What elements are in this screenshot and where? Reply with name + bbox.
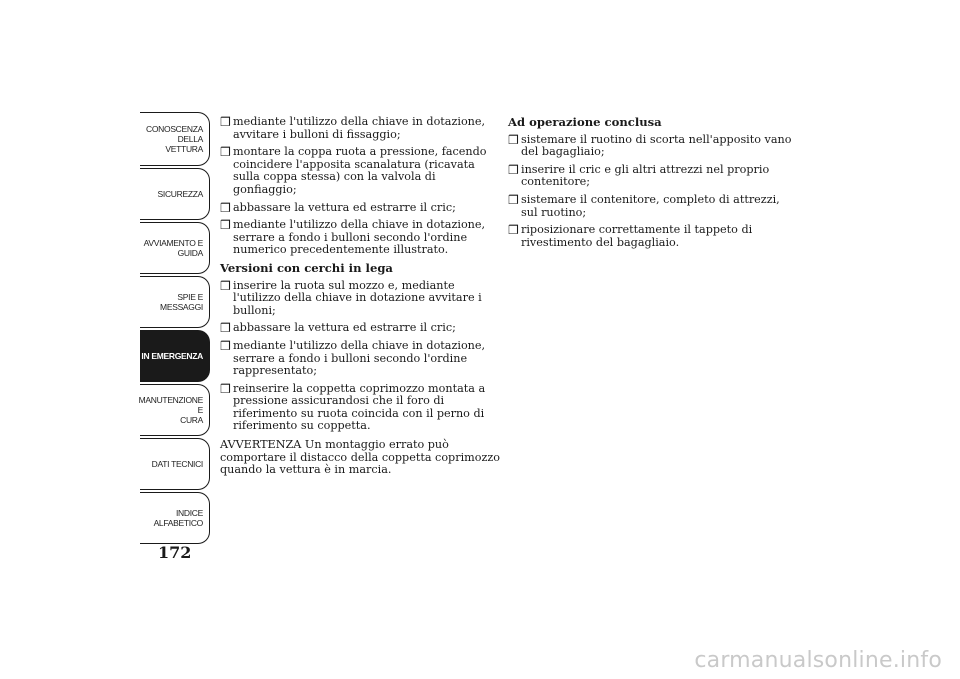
tab-indice-alfabetico[interactable]: INDICE ALFABETICO [140, 492, 210, 544]
tab-avviamento-e-guida[interactable]: AVVIAMENTO E GUIDA [140, 222, 210, 274]
list-item [508, 164, 798, 189]
checkbox-bullet-icon: ❒ [220, 200, 231, 215]
tab-manutenzione-e-cura[interactable]: MANUTENZIONE E CURA [140, 384, 210, 436]
list-item-text: inserire la ruota sul mozzo e, mediante l'utilizzo della chiave in dotazione avvitare i bulloni; [233, 278, 482, 317]
list-item-text: sistemare il contenitore, completo di attrezzi, sul ruotino; [521, 192, 780, 219]
list-item [220, 322, 502, 335]
section-heading: Ad operazione conclusa [508, 115, 662, 129]
list-item-text: inserire il cric e gli altri attrezzi nel proprio contenitore; [521, 162, 770, 189]
warning-paragraph: AVVERTENZA Un montaggio errato può comportare il distacco della coppetta coprimozzo quando la vettura è in marcia. [220, 438, 501, 477]
list-item-text: mediante l'utilizzo della chiave in dotazione, avvitare i bulloni di fissaggio; [233, 115, 486, 141]
list-item [508, 134, 798, 159]
list-item-text: sistemare il ruotino di scorta nell'apposito vano del bagagliaio; [521, 132, 792, 159]
list-item-text: mediante l'utilizzo della chiave in dotazione, serrare a fondo i bulloni secondo l'ordine rappresentato; [233, 338, 486, 378]
list-item-text: abbassare la vettura ed estrarre il cric; [233, 321, 456, 335]
checkbox-bullet-icon: ❒ [220, 145, 231, 160]
list-item [220, 383, 502, 433]
list-item-text: riposizionare correttamente il tappeto di rivestimento del bagagliaio. [521, 223, 753, 249]
checkbox-bullet-icon: ❒ [220, 278, 231, 293]
list-item [508, 194, 798, 219]
list-item [508, 224, 798, 249]
list-item-text: mediante l'utilizzo della chiave in dotazione, serrare a fondo i bulloni secondo l'ordine numerico precedentemente illustrato. [233, 218, 486, 257]
list-item [220, 202, 502, 215]
tab-in-emergenza[interactable]: IN EMERGENZA [140, 330, 210, 382]
list-item [220, 280, 502, 318]
checkbox-bullet-icon: ❒ [220, 321, 231, 336]
tab-spie-e-messaggi[interactable]: SPIE E MESSAGGI [140, 276, 210, 328]
left-column [220, 116, 502, 477]
list-item [220, 116, 502, 141]
list-item-text: reinserire la coppetta coprimozzo montata a pressione assicurandosi che il foro di riferimento su ruota coincida con il perno di riferimento su coppetta. [233, 381, 486, 433]
right-column [508, 116, 798, 254]
page-number: 172 [158, 543, 192, 562]
list-item [220, 146, 502, 196]
checkbox-bullet-icon: ❒ [508, 192, 519, 207]
list-item [220, 340, 502, 378]
checkbox-bullet-icon: ❒ [220, 338, 231, 353]
checkbox-bullet-icon: ❒ [220, 115, 231, 129]
section-heading: Versioni con cerchi in lega [220, 260, 393, 275]
checkbox-bullet-icon: ❒ [508, 162, 519, 177]
checkbox-bullet-icon: ❒ [508, 132, 519, 147]
tab-conoscenza-della-vettura[interactable]: CONOSCENZA DELLA VETTURA [140, 112, 210, 166]
list-item-text: abbassare la vettura ed estrarre il cric; [233, 200, 456, 214]
checkbox-bullet-icon: ❒ [220, 381, 231, 396]
tab-dati-tecnici[interactable]: DATI TECNICI [140, 438, 210, 490]
list-item-text: montare la coppa ruota a pressione, facendo coincidere l'apposita scanalatura (ricavata sulla coppa stessa) con la valvola di gonfiaggio; [233, 145, 487, 196]
tab-sicurezza[interactable]: SICUREZZA [140, 168, 210, 220]
list-item [220, 219, 502, 257]
checkbox-bullet-icon: ❒ [508, 223, 519, 238]
checkbox-bullet-icon: ❒ [220, 218, 231, 233]
site-watermark: carmanualsonline.info [694, 648, 942, 673]
